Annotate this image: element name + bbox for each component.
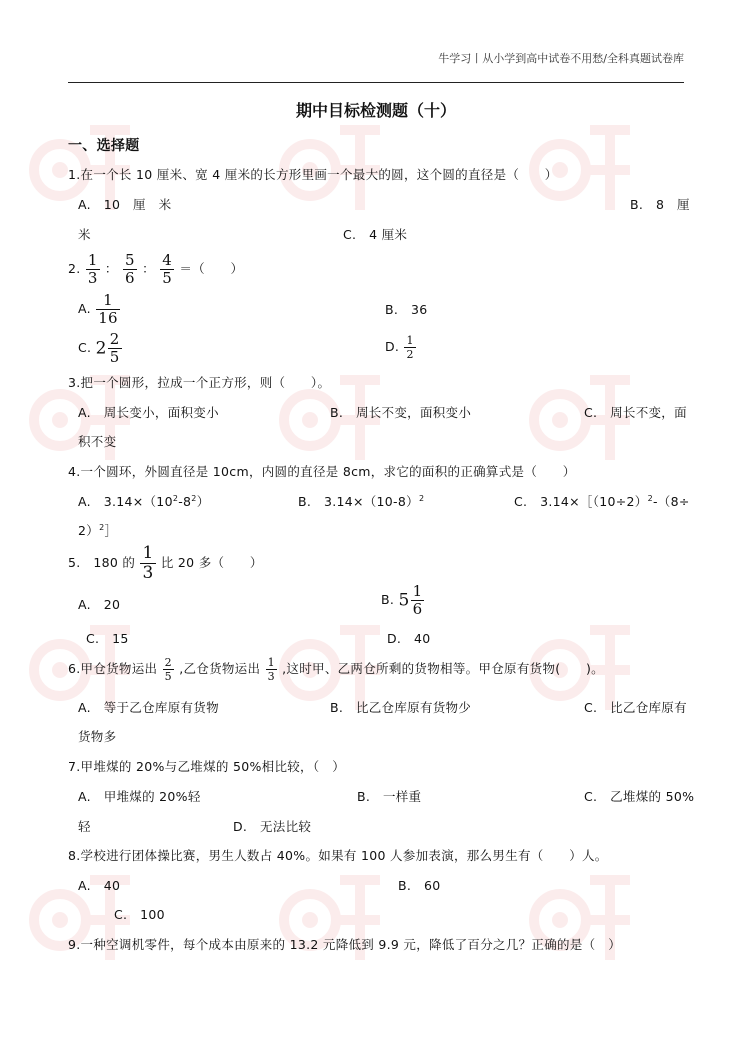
fraction: $\frac{4}{5}$: [162, 251, 173, 287]
question-1-stem: 1.在一个长 10 厘米、宽 4 厘米的长方形里画一个最大的圆，这个圆的直径是（ ）: [68, 167, 558, 182]
q5-option-a: A. 20: [78, 597, 121, 612]
q7-option-b: B. 一样重: [357, 789, 422, 804]
fraction: $\frac{2}{5}$: [109, 330, 120, 366]
watermark-logo: [270, 860, 390, 980]
question-3-stem: 3.把一个圆形，拉成一个正方形，则（ ）。: [68, 375, 331, 390]
q5-option-b: B. 5 $\frac{1}{6}$: [381, 582, 423, 618]
q1-option-c: C. 4 厘米: [343, 227, 408, 242]
q3-option-a: A. 周长变小，面积变小: [78, 405, 219, 420]
page-title: 期中目标检测题（十）: [295, 101, 456, 120]
question-6-stem: 6.甲仓货物运出 $\frac{2}{5}$ ,乙仓货物运出 $\frac{1}{3}$ ,这时甲、乙两仓所剩的货物相等。甲仓原有货物( )。: [68, 656, 604, 683]
q5-option-d: D. 40: [387, 631, 431, 646]
q3-option-b: B. 周长不变，面积变小: [330, 405, 472, 420]
q2-option-d: D. $\frac{1}{2}$: [385, 334, 414, 361]
q6-option-c: C. 比乙仓库原有: [584, 700, 687, 715]
fraction: $\frac{5}{6}$: [125, 251, 135, 287]
q7-option-c: C. 乙堆煤的 50%: [584, 789, 695, 804]
fraction: $\frac{1}{3}$: [267, 656, 275, 683]
question-2-stem: 2. $\frac{1}{3}$ ： $\frac{5}{6}$ ： $\frac{4}{5}$ ＝（ ）: [68, 251, 244, 287]
q4-option-a: A. $3.14\times(10^2-8^2)$: [78, 493, 210, 509]
q7-option-a: A. 甲堆煤的 20%轻: [78, 789, 201, 804]
fraction: $\frac{1}{16}$: [98, 291, 118, 327]
q2-option-a: A. $\frac{1}{16}$: [78, 291, 118, 327]
q5-option-c: C. 15: [86, 631, 129, 646]
fraction: $\frac{1}{2}$: [406, 334, 414, 361]
q4-option-b: B. $3.14\times(10-8)^2$: [298, 493, 425, 509]
q8-option-b: B. 60: [398, 878, 441, 893]
q8-option-c: C. 100: [114, 907, 165, 922]
q6-option-a: A. 等于乙仓库原有货物: [78, 700, 219, 715]
question-7-stem: 7.甲堆煤的 20%与乙堆煤的 50%相比较，（ ）: [68, 759, 345, 774]
q3-option-c-cont: 积不变: [78, 434, 117, 449]
page-header: 牛学习丨从小学到高中试卷不用愁/全科真题试卷库: [438, 52, 684, 65]
q2-number: 2.: [68, 261, 81, 276]
header-divider: [68, 82, 684, 83]
fraction: $\frac{1}{3}$: [87, 251, 98, 287]
question-9-stem: 9.一种空调机零件，每个成本由原来的 13.2 元降低到 9.9 元，降低了百分之几？正确的是（ ）: [68, 937, 622, 952]
q1-option-b-cont: 米: [78, 227, 91, 242]
q2-tail: ＝（ ）: [179, 261, 244, 276]
fraction: $\frac{1}{6}$: [412, 582, 423, 618]
question-8-stem: 8.学校进行团体操比赛，男生人数占 40%。如果有 100 人参加表演，那么男生有（ ）人。: [68, 848, 608, 863]
q7-option-c-cont: 轻: [78, 819, 91, 834]
q6-option-b: B. 比乙仓库原有货物少: [330, 700, 472, 715]
question-4-stem: 4.一个圆环，外圆直径是 10cm，内圆的直径是 8cm，求它的面积的正确算式是（ ）: [68, 464, 576, 479]
q2-option-c: C. 2 $\frac{2}{5}$: [78, 330, 120, 366]
q4-option-c: C. $3.14\times[(10\div 2)^2-(8\div$: [514, 493, 690, 509]
fraction: $\frac{1}{3}$: [142, 543, 154, 583]
section-heading: 一、选择题: [68, 138, 140, 154]
question-5-stem: 5. 180 的 $\frac{1}{3}$ 比 20 多（ ）: [68, 543, 263, 583]
q7-option-d: D. 无法比较: [233, 819, 312, 834]
fraction: $\frac{2}{5}$: [164, 656, 172, 683]
q1-option-b: B. 8 厘: [630, 197, 690, 212]
watermark-logo: [520, 860, 640, 980]
q1-option-a: A. 10 厘 米: [78, 197, 172, 212]
q4-option-c-cont: 2）$^2$］: [78, 522, 118, 538]
q6-option-c-cont: 货物多: [78, 729, 117, 744]
q2-option-b: B. 36: [385, 302, 428, 317]
q8-option-a: A. 40: [78, 878, 121, 893]
q3-option-c: C. 周长不变，面: [584, 405, 687, 420]
